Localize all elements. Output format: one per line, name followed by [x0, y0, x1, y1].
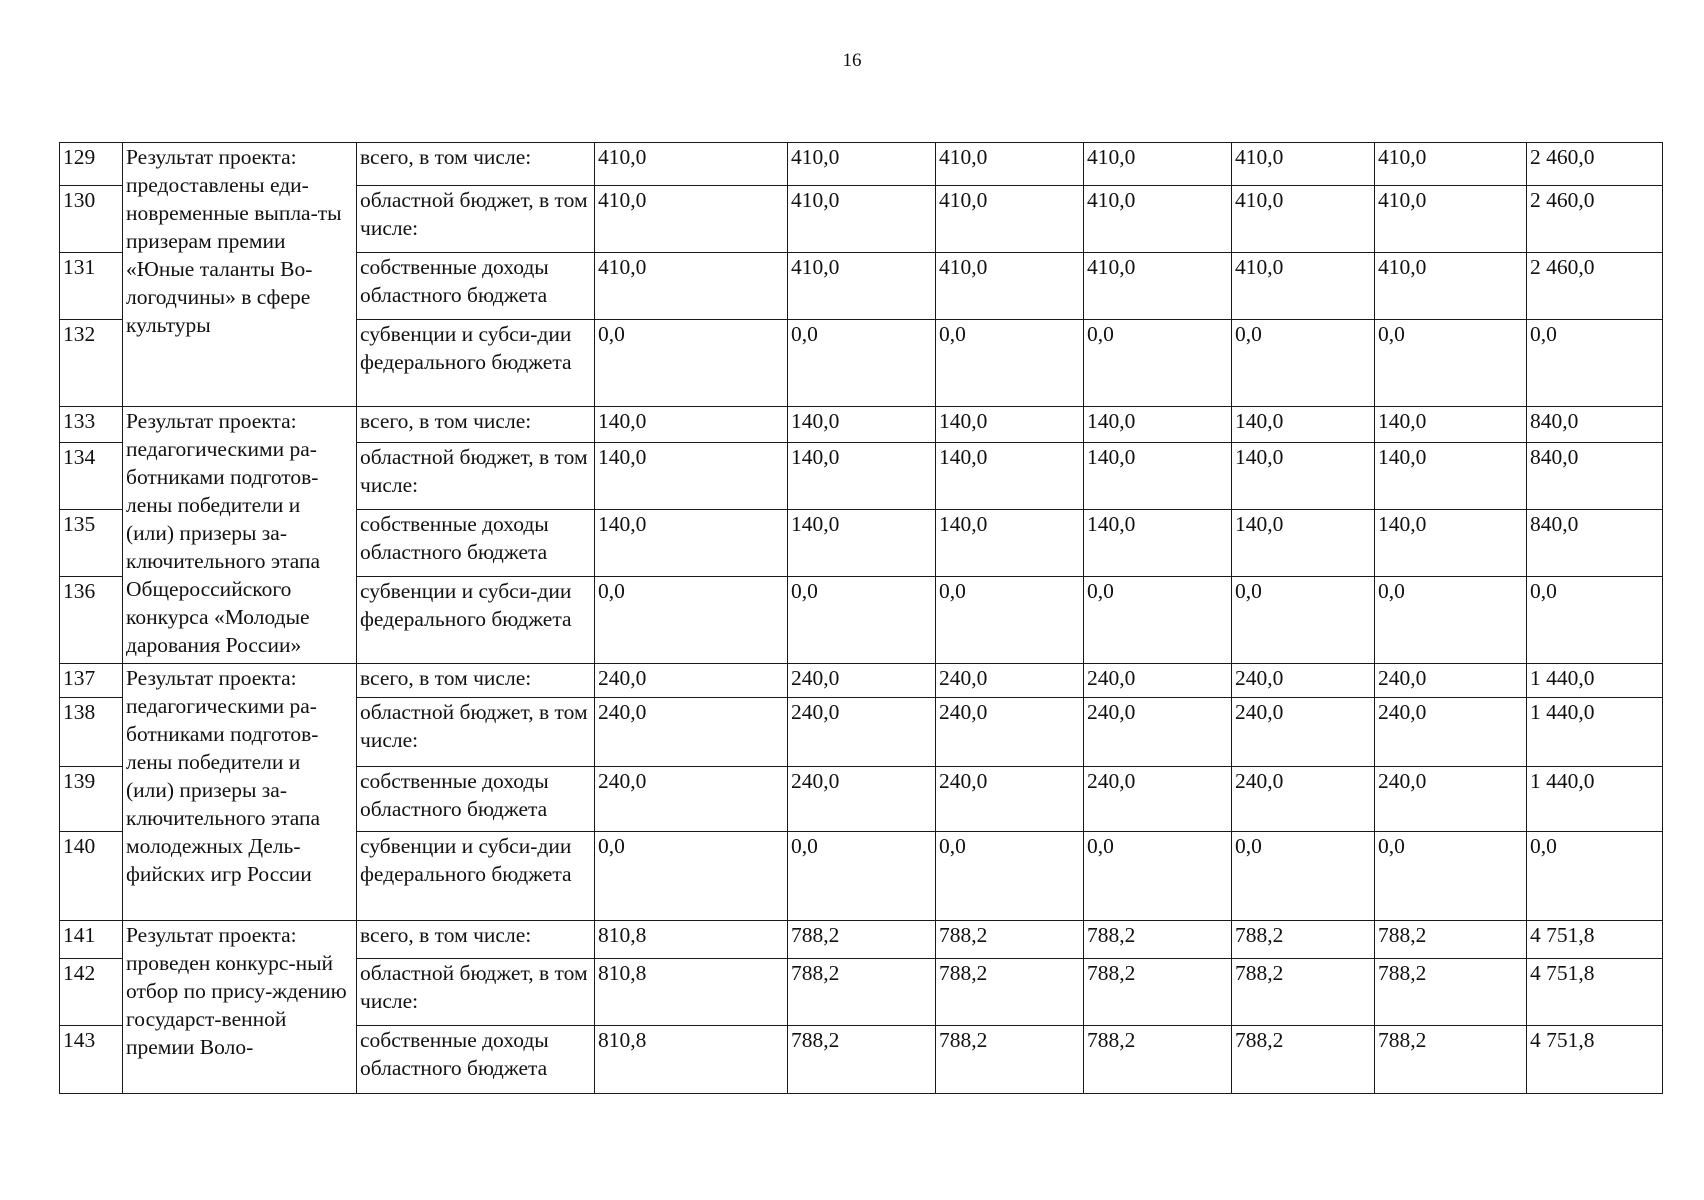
row-number: 137: [60, 664, 123, 698]
year-value: 240,0: [1232, 698, 1375, 767]
year-value: 0,0: [595, 832, 788, 921]
project-result: Результат проекта: педагогическими ра-ботниками подготов-лены победители и (или) призеры за-ключительного этапа молодежных Дель-фийских игр России: [123, 664, 357, 921]
year-value: 140,0: [788, 407, 936, 443]
year-value: 788,2: [1375, 959, 1527, 1026]
year-value: 240,0: [1232, 767, 1375, 832]
year-value: 0,0: [1375, 832, 1527, 921]
budget-table: [59, 142, 1663, 1094]
year-value: 240,0: [936, 767, 1084, 832]
funding-source: субвенции и субси-дии федерального бюджета: [357, 832, 595, 921]
year-value: 788,2: [936, 959, 1084, 1026]
total-value: 0,0: [1527, 832, 1663, 921]
year-value: 140,0: [788, 510, 936, 577]
total-value: 2 460,0: [1527, 186, 1663, 253]
year-value: 140,0: [788, 443, 936, 510]
year-value: 140,0: [1375, 443, 1527, 510]
year-value: 788,2: [1232, 959, 1375, 1026]
total-value: 840,0: [1527, 510, 1663, 577]
total-value: 1 440,0: [1527, 767, 1663, 832]
year-value: 410,0: [1232, 186, 1375, 253]
table-row: [60, 921, 1663, 959]
year-value: 0,0: [1084, 832, 1232, 921]
year-value: 140,0: [936, 510, 1084, 577]
year-value: 240,0: [1084, 698, 1232, 767]
funding-source: областной бюджет, в том числе:: [357, 959, 595, 1026]
year-value: 788,2: [1232, 921, 1375, 959]
year-value: 788,2: [788, 921, 936, 959]
year-value: 0,0: [1232, 320, 1375, 407]
year-value: 240,0: [788, 698, 936, 767]
year-value: 140,0: [595, 443, 788, 510]
row-number: 139: [60, 767, 123, 832]
year-value: 410,0: [1375, 186, 1527, 253]
year-value: 140,0: [936, 443, 1084, 510]
funding-source: собственные доходы областного бюджета: [357, 1026, 595, 1094]
year-value: 410,0: [1375, 253, 1527, 320]
year-value: 810,8: [595, 921, 788, 959]
year-value: 0,0: [788, 832, 936, 921]
year-value: 240,0: [1232, 664, 1375, 698]
funding-source: собственные доходы областного бюджета: [357, 510, 595, 577]
year-value: 0,0: [595, 320, 788, 407]
year-value: 788,2: [1375, 1026, 1527, 1094]
year-value: 410,0: [936, 143, 1084, 186]
year-value: 240,0: [1375, 664, 1527, 698]
funding-source: всего, в том числе:: [357, 664, 595, 698]
year-value: 0,0: [1375, 320, 1527, 407]
year-value: 0,0: [1084, 320, 1232, 407]
year-value: 0,0: [1232, 577, 1375, 664]
year-value: 0,0: [1375, 577, 1527, 664]
year-value: 0,0: [788, 320, 936, 407]
row-number: 138: [60, 698, 123, 767]
year-value: 240,0: [595, 767, 788, 832]
year-value: 140,0: [1084, 443, 1232, 510]
funding-source: всего, в том числе:: [357, 143, 595, 186]
funding-source: областной бюджет, в том числе:: [357, 186, 595, 253]
year-value: 240,0: [936, 664, 1084, 698]
year-value: 140,0: [1375, 407, 1527, 443]
year-value: 140,0: [1232, 443, 1375, 510]
project-result: Результат проекта: предоставлены еди-новременные выпла-ты призерам премии «Юные таланты Во-логодчины» в сфере культуры: [123, 143, 357, 407]
year-value: 410,0: [936, 186, 1084, 253]
total-value: 4 751,8: [1527, 1026, 1663, 1094]
year-value: 788,2: [1084, 959, 1232, 1026]
year-value: 0,0: [936, 320, 1084, 407]
row-number: 130: [60, 186, 123, 253]
total-value: 2 460,0: [1527, 143, 1663, 186]
year-value: 410,0: [788, 253, 936, 320]
year-value: 788,2: [788, 1026, 936, 1094]
year-value: 788,2: [1084, 1026, 1232, 1094]
row-number: 136: [60, 577, 123, 664]
row-number: 132: [60, 320, 123, 407]
year-value: 140,0: [936, 407, 1084, 443]
total-value: 840,0: [1527, 407, 1663, 443]
year-value: 788,2: [1375, 921, 1527, 959]
year-value: 410,0: [1232, 253, 1375, 320]
year-value: 0,0: [1232, 832, 1375, 921]
year-value: 240,0: [936, 698, 1084, 767]
year-value: 240,0: [1375, 698, 1527, 767]
row-number: 143: [60, 1026, 123, 1094]
year-value: 240,0: [595, 698, 788, 767]
funding-source: субвенции и субси-дии федерального бюджета: [357, 320, 595, 407]
year-value: 410,0: [788, 143, 936, 186]
table-row: [60, 143, 1663, 186]
project-result: Результат проекта: педагогическими ра-ботниками подготов-лены победители и (или) призеры за-ключительного этапа Общероссийского конкурса «Молодые дарования России»: [123, 407, 357, 664]
total-value: 1 440,0: [1527, 698, 1663, 767]
year-value: 410,0: [1375, 143, 1527, 186]
total-value: 840,0: [1527, 443, 1663, 510]
year-value: 0,0: [1084, 577, 1232, 664]
row-number: 135: [60, 510, 123, 577]
total-value: 4 751,8: [1527, 921, 1663, 959]
funding-source: собственные доходы областного бюджета: [357, 253, 595, 320]
year-value: 140,0: [1084, 510, 1232, 577]
funding-source: собственные доходы областного бюджета: [357, 767, 595, 832]
year-value: 810,8: [595, 1026, 788, 1094]
funding-source: всего, в том числе:: [357, 407, 595, 443]
year-value: 140,0: [1232, 510, 1375, 577]
year-value: 810,8: [595, 959, 788, 1026]
total-value: 0,0: [1527, 577, 1663, 664]
year-value: 410,0: [1084, 186, 1232, 253]
funding-source: областной бюджет, в том числе:: [357, 443, 595, 510]
year-value: 410,0: [1084, 253, 1232, 320]
page-number: 16: [842, 50, 862, 71]
year-value: 140,0: [595, 407, 788, 443]
total-value: 0,0: [1527, 320, 1663, 407]
year-value: 240,0: [1084, 664, 1232, 698]
year-value: 140,0: [595, 510, 788, 577]
row-number: 134: [60, 443, 123, 510]
year-value: 410,0: [788, 186, 936, 253]
year-value: 0,0: [936, 577, 1084, 664]
year-value: 410,0: [1084, 143, 1232, 186]
total-value: 1 440,0: [1527, 664, 1663, 698]
year-value: 140,0: [1375, 510, 1527, 577]
year-value: 410,0: [595, 186, 788, 253]
year-value: 240,0: [1084, 767, 1232, 832]
year-value: 140,0: [1084, 407, 1232, 443]
total-value: 4 751,8: [1527, 959, 1663, 1026]
year-value: 240,0: [788, 664, 936, 698]
project-result: Результат проекта: проведен конкурс-ный отбор по прису-ждению государст-венной премии Воло-: [123, 921, 357, 1094]
year-value: 788,2: [1084, 921, 1232, 959]
total-value: 2 460,0: [1527, 253, 1663, 320]
year-value: 410,0: [595, 253, 788, 320]
row-number: 129: [60, 143, 123, 186]
table-row: [60, 407, 1663, 443]
year-value: 0,0: [788, 577, 936, 664]
year-value: 240,0: [595, 664, 788, 698]
row-number: 133: [60, 407, 123, 443]
table-row: [60, 664, 1663, 698]
year-value: 410,0: [1232, 143, 1375, 186]
year-value: 140,0: [1232, 407, 1375, 443]
year-value: 0,0: [936, 832, 1084, 921]
year-value: 410,0: [595, 143, 788, 186]
year-value: 788,2: [936, 1026, 1084, 1094]
year-value: 788,2: [1232, 1026, 1375, 1094]
funding-source: всего, в том числе:: [357, 921, 595, 959]
year-value: 240,0: [1375, 767, 1527, 832]
funding-source: областной бюджет, в том числе:: [357, 698, 595, 767]
year-value: 0,0: [595, 577, 788, 664]
row-number: 140: [60, 832, 123, 921]
row-number: 142: [60, 959, 123, 1026]
funding-source: субвенции и субси-дии федерального бюджета: [357, 577, 595, 664]
year-value: 788,2: [788, 959, 936, 1026]
year-value: 788,2: [936, 921, 1084, 959]
year-value: 240,0: [788, 767, 936, 832]
row-number: 141: [60, 921, 123, 959]
row-number: 131: [60, 253, 123, 320]
year-value: 410,0: [936, 253, 1084, 320]
